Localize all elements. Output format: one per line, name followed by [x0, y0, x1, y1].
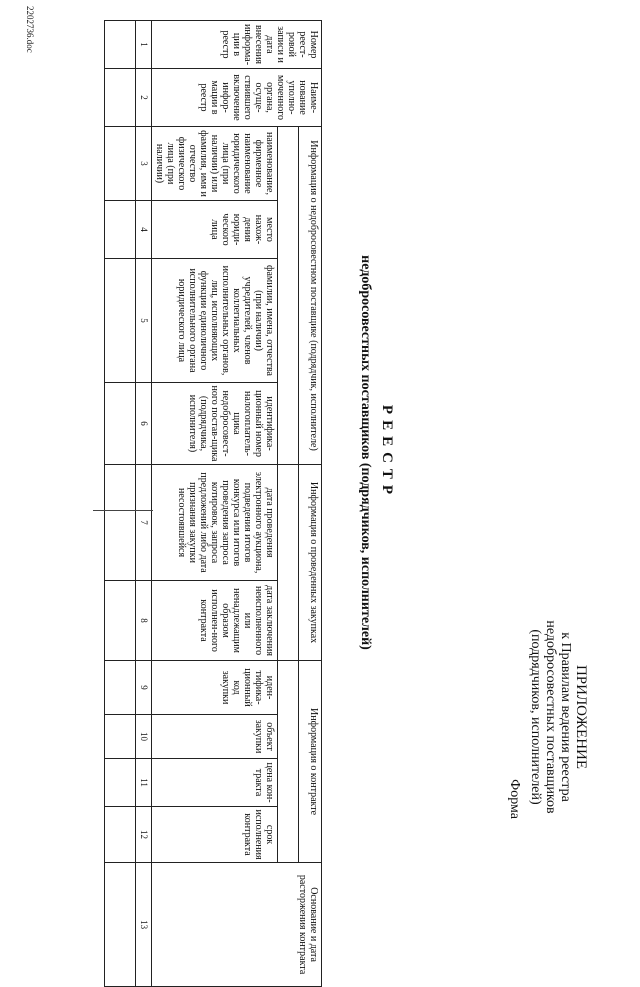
column-number: 1: [136, 21, 152, 69]
header-group-contract: Информация о контракте: [299, 661, 322, 863]
empty-cell: [105, 807, 136, 863]
empty-cell: [105, 127, 136, 201]
header-col-5: фамилии, имена, отчества (при наличии) учредителей, членов коллегиальных исполнительных органов, лиц, исполняющих функции единоличного исполнительного органа юридического лица: [152, 259, 278, 383]
header-col-4: место нахож-дения юриди-ческого лица: [152, 201, 278, 259]
header-group-supplier: Информация о недобросовестном поставщике (подрядчик, исполнителе): [299, 127, 322, 465]
separator-line: [93, 510, 153, 511]
header-col-6: идентифика-ционный номер налогоплатель-щика недобросовест-ного постав-щика (подрядчика, исполнителя): [152, 383, 278, 465]
empty-cell: [105, 759, 136, 807]
annex-line-2: недобросовестных поставщиков: [543, 620, 558, 814]
header-col-10: объект закупки: [152, 715, 278, 759]
column-number: 11: [136, 759, 152, 807]
column-number: 5: [136, 259, 152, 383]
form-label: Форма: [507, 779, 522, 819]
registry-table: [104, 20, 322, 987]
column-numbers-row: [136, 21, 152, 987]
column-number: 3: [136, 127, 152, 201]
empty-cell: [105, 863, 136, 987]
empty-cell: [105, 201, 136, 259]
column-number: 8: [136, 581, 152, 661]
column-number: 4: [136, 201, 152, 259]
header-col-13: Основание и дата расторжения контракта: [152, 863, 322, 987]
empty-cell: [105, 661, 136, 715]
header-row-spacer: [278, 21, 299, 987]
empty-data-row: [105, 21, 136, 987]
annex-line-1: к Правилам ведения реестра: [558, 632, 573, 802]
empty-cell: [105, 383, 136, 465]
column-number: 2: [136, 69, 152, 127]
annex-title: ПРИЛОЖЕНИЕ: [573, 664, 589, 770]
annex-header: [528, 567, 588, 867]
column-number: 10: [136, 715, 152, 759]
empty-cell: [105, 581, 136, 661]
header-col-1: Номер реест-ровой записи и дата внесения информа-ции в реестр: [152, 21, 322, 69]
header-col-11: цена кон-тракта: [152, 759, 278, 807]
column-number: 7: [136, 465, 152, 581]
empty-cell: [105, 465, 136, 581]
document-subtitle: недобросовестных поставщиков (подрядчиков, исполнителей): [358, 255, 373, 650]
header-col-2: Наиме-нование уполно-моченного органа, осуще-ствившего включение инфор-мации в реестр: [152, 69, 322, 127]
header-group-purchases: Информация о проведенных закупках: [299, 465, 322, 661]
header-col-8: дата заключения неисполненного или ненадлежащим образом исполнен-ного контракта: [152, 581, 278, 661]
empty-cell: [105, 715, 136, 759]
annex-line-3: (подрядчиков, исполнителей): [528, 629, 543, 805]
header-col-3: наименование, фирменное наименование юридического лица (при наличии) или фамилия, имя и отчество физического лица (при наличии): [152, 127, 278, 201]
document-title: РЕЕСТР: [379, 404, 395, 501]
header-col-9: иден-тифика-ционный код закупки: [152, 661, 278, 715]
header-group-contract-gap: [278, 661, 299, 863]
header-group-supplier-gap: [278, 127, 299, 465]
empty-cell: [105, 21, 136, 69]
header-col-12: срок исполнения контракта: [152, 807, 278, 863]
header-row-columns: [152, 21, 278, 987]
header-group-purchases-gap: [278, 465, 299, 661]
header-col-7: дата проведения электронного аукциона, подведения итогов конкурса или итогов проведения запроса котировок, запроса предложений либо дата признания закупки несостоявшейся: [152, 465, 278, 581]
empty-cell: [105, 259, 136, 383]
empty-cell: [105, 69, 136, 127]
footer-doc-name: 2202736.doc: [25, 6, 35, 53]
header-row-groups: [299, 21, 322, 987]
column-number: 13: [136, 863, 152, 987]
column-number: 9: [136, 661, 152, 715]
column-number: 12: [136, 807, 152, 863]
column-number: 6: [136, 383, 152, 465]
